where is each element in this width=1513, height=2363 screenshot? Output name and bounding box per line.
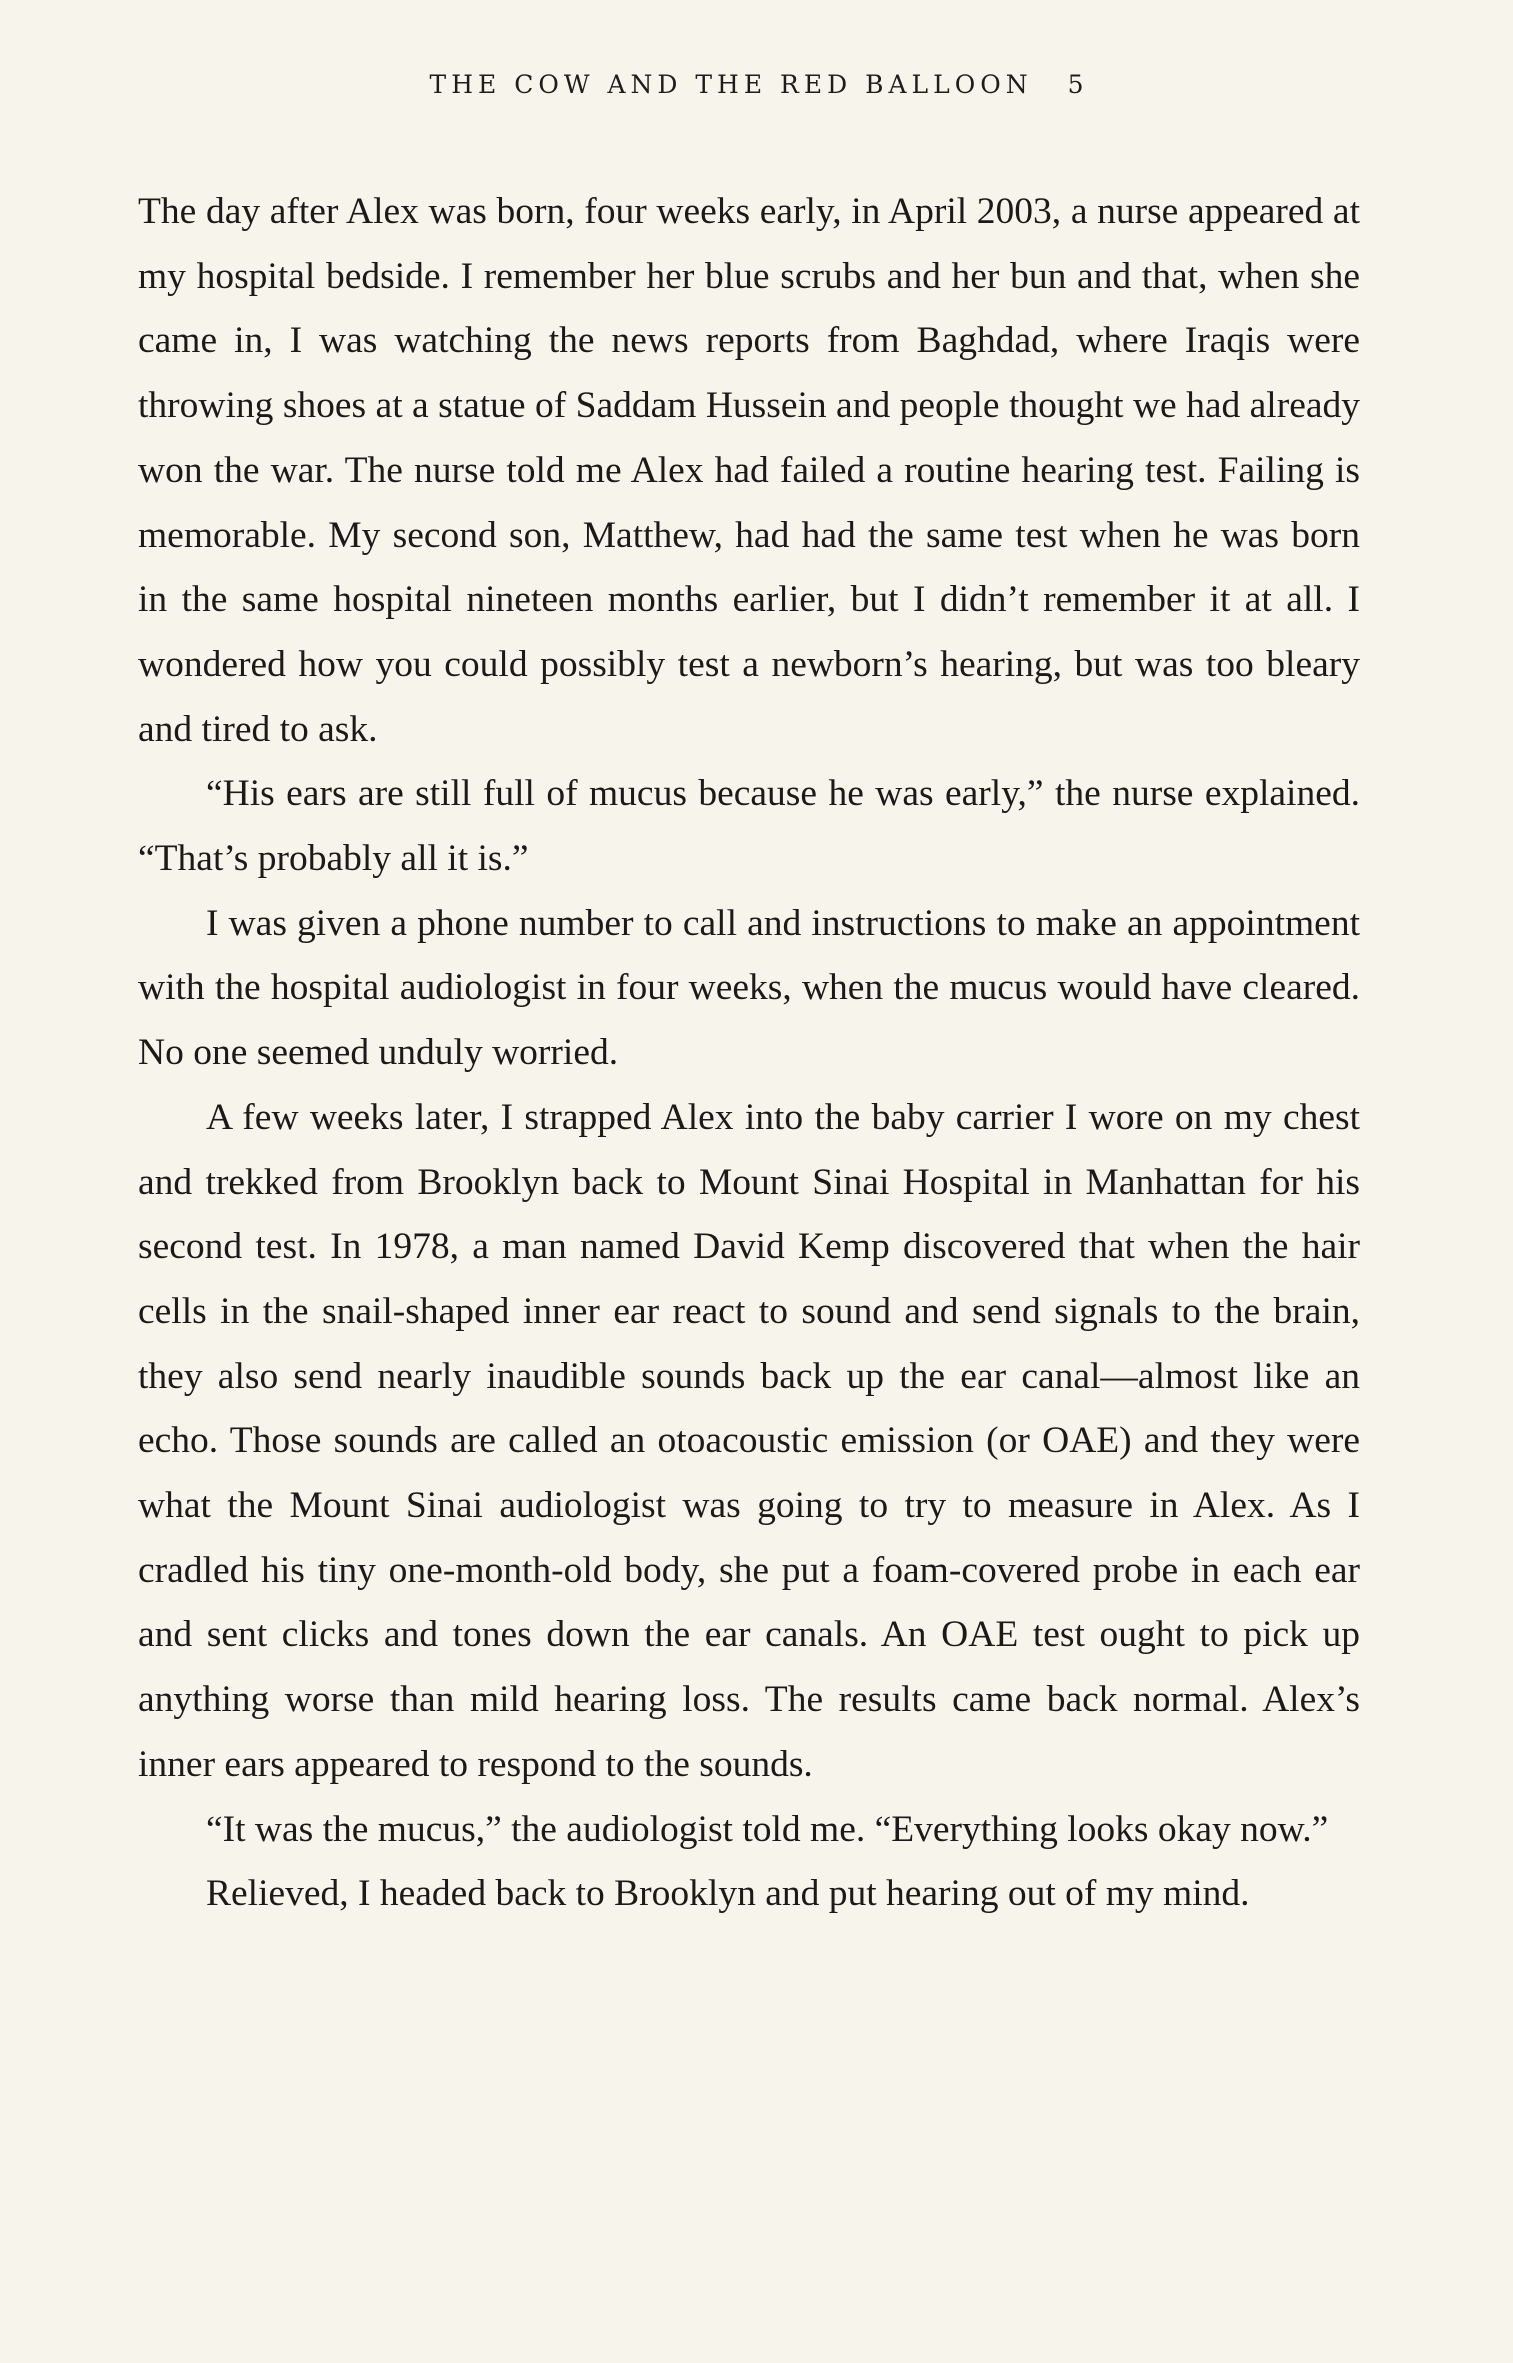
running-head [0,70,1513,99]
paragraph: “It was the mucus,” the audiologist told me. “Everything looks okay now.” [206,1808,1329,1850]
paragraph: “His ears are still full of mucus because he was early,” the nurse explained. “That’s probably all it is.” [138,773,1360,880]
paragraph: The day after Alex was born, four weeks early, in April 2003, a nurse appeared at my hospital bedside. I remember her blue scrubs and her bun and that, when she came in, I was watching the news reports from Baghdad, where Iraqis were throwing shoes at a statue of Saddam Hussein and people thought we had already won the war. The nurse told me Alex had failed a routine hearing test. Failing is memorable. My second son, Matthew, had had the same test when he was born in the same hospital nineteen months earlier, but I didn’t remember it at all. I wondered how you could possibly test a newborn’s hearing, but was too bleary and tired to ask. [138,191,1360,750]
paragraph: A few weeks later, I strapped Alex into the baby carrier I wore on my chest and trekked from Brooklyn back to Mount Sinai Hospital in Manhattan for his second test. In 1978, a man named David Kemp discovered that when the hair cells in the snail-shaped inner ear react to sound and send signals to the brain, they also send nearly inaudible sounds back up the ear canal—almost like an echo. Those sounds are called an otoacoustic emission (or OAE) and they were what the Mount Sinai audiologist was going to try to measure in Alex. As I cradled his tiny one-month-old body, she put a foam-covered probe in each ear and sent clicks and tones down the ear canals. An OAE test ought to pick up anything worse than mild hearing loss. The results came back normal. Alex’s inner ears appeared to respond to the sounds. [138,1096,1360,1785]
paragraph: I was given a phone number to call and instructions to make an appointment with the hospital audiologist in four weeks, when the mucus would have cleared. No one seemed unduly worried. [138,902,1360,1074]
paragraph: Relieved, I headed back to Brooklyn and put hearing out of my mind. [206,1873,1250,1915]
body-text [138,180,1360,1927]
running-title: THE COW AND THE RED BALLOON [429,70,1033,99]
page-number: 5 [1067,70,1084,99]
